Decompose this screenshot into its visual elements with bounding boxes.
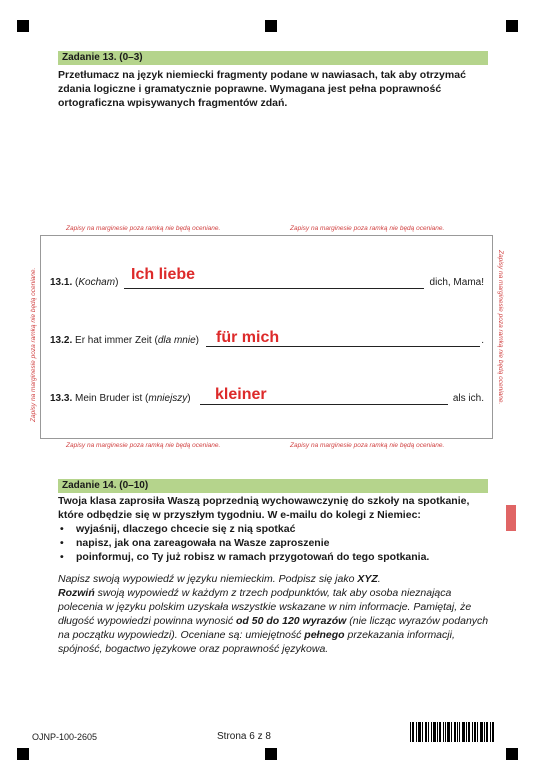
task-14-intro: Twoja klasa zaprosiła Waszą poprzednią wychowawczynię do szkoły na spotkanie, które odbędzie się w przyszłym tygodniu. W e-mailu do kolegi z Niemiec: • wyjaśnij, dlaczego chcecie się z nią spotkać • napisz, jak ona zareagowała na Wasze zaproszenie • poinformuj, co Ty już robisz w ramach przygotowań do tego spotkania. — [58, 494, 493, 564]
item-13-3: 13.3. Mein Bruder ist (mniejszy) als ich. — [50, 393, 484, 404]
task-14-header: Zadanie 14. (0–10) — [58, 479, 488, 493]
registration-mark-top-left — [17, 20, 29, 32]
item-number: 13.1. — [50, 277, 73, 288]
answer-line-13-3[interactable] — [200, 404, 448, 405]
margin-note-right: Zapisy na marginesie poza ramką nie będą oceniane. — [497, 250, 504, 405]
item-13-1: 13.1. (Kocham) dich, Mama! — [50, 277, 484, 288]
item-number: 13.2. — [50, 335, 73, 346]
barcode-image — [410, 722, 494, 742]
bullet-item: • poinformuj, co Ty już robisz w ramach przygotowań do tego spotkania. — [58, 550, 493, 564]
answer-13-2: für mich — [216, 329, 280, 346]
task-13-instruction: Przetłumacz na język niemiecki fragmenty podane w nawiasach, tak aby otrzymać zdania logiczne i gramatycznie poprawne. Wymagana jest pełna poprawność ortograficzna wpisywanych fragmentów zdań. — [58, 69, 466, 109]
item-ending: . — [481, 335, 484, 346]
registration-mark-bottom-right — [506, 748, 518, 760]
margin-note-top-right: Zapisy na marginesie poza ramką nie będą oceniane. — [290, 225, 445, 232]
bullet-item: • wyjaśnij, dlaczego chcecie się z nią spotkać — [58, 522, 493, 536]
registration-mark-top-center — [265, 20, 277, 32]
task-13-header: Zadanie 13. (0–3) — [58, 51, 488, 65]
answer-line-13-1[interactable] — [124, 288, 424, 289]
bullet-item: • napisz, jak ona zareagowała na Wasze zaproszenie — [58, 536, 493, 550]
side-tab-marker — [506, 505, 516, 531]
answer-13-3: kleiner — [215, 386, 267, 403]
registration-mark-bottom-left — [17, 748, 29, 760]
margin-note-top-left: Zapisy na marginesie poza ramką nie będą oceniane. — [66, 225, 221, 232]
registration-mark-bottom-center — [265, 748, 277, 760]
page-number: Strona 6 z 8 — [217, 731, 271, 742]
answer-13-1: Ich liebe — [131, 266, 196, 283]
margin-note-left: Zapisy na marginesie poza ramką nie będą oceniane. — [30, 267, 37, 422]
task-14-note-2: Rozwiń swoją wypowiedź w każdym z trzech podpunktów, tak aby osoba nieznająca polecenia w języku polskim uzyskała wszystkie wskazane w nim informacje. Pamiętaj, że długość wypowiedzi powinna wynosić od 50 do 120 wyrazów (nie licząc wyrazów podanych na początku wypowiedzi). Oceniane są: umiejętność pełnego przekazania informacji, spójność, bogactwo językowe oraz poprawność językowa. — [58, 587, 489, 655]
item-ending: als ich. — [452, 393, 484, 404]
item-ending: dich, Mama! — [429, 277, 484, 288]
task-14-note-1: Napisz swoją wypowiedź w języku niemieckim. Podpisz się jako XYZ. — [58, 573, 381, 585]
item-13-2: 13.2. Er hat immer Zeit (dla mnie) . — [50, 335, 484, 346]
exam-code: OJNP-100-2605 — [32, 732, 98, 742]
task-14-bullets — [58, 522, 493, 564]
margin-note-bottom-left: Zapisy na marginesie poza ramką nie będą oceniane. — [66, 442, 221, 449]
registration-mark-top-right — [506, 20, 518, 32]
margin-note-bottom-right: Zapisy na marginesie poza ramką nie będą oceniane. — [290, 442, 445, 449]
item-number: 13.3. — [50, 393, 73, 404]
